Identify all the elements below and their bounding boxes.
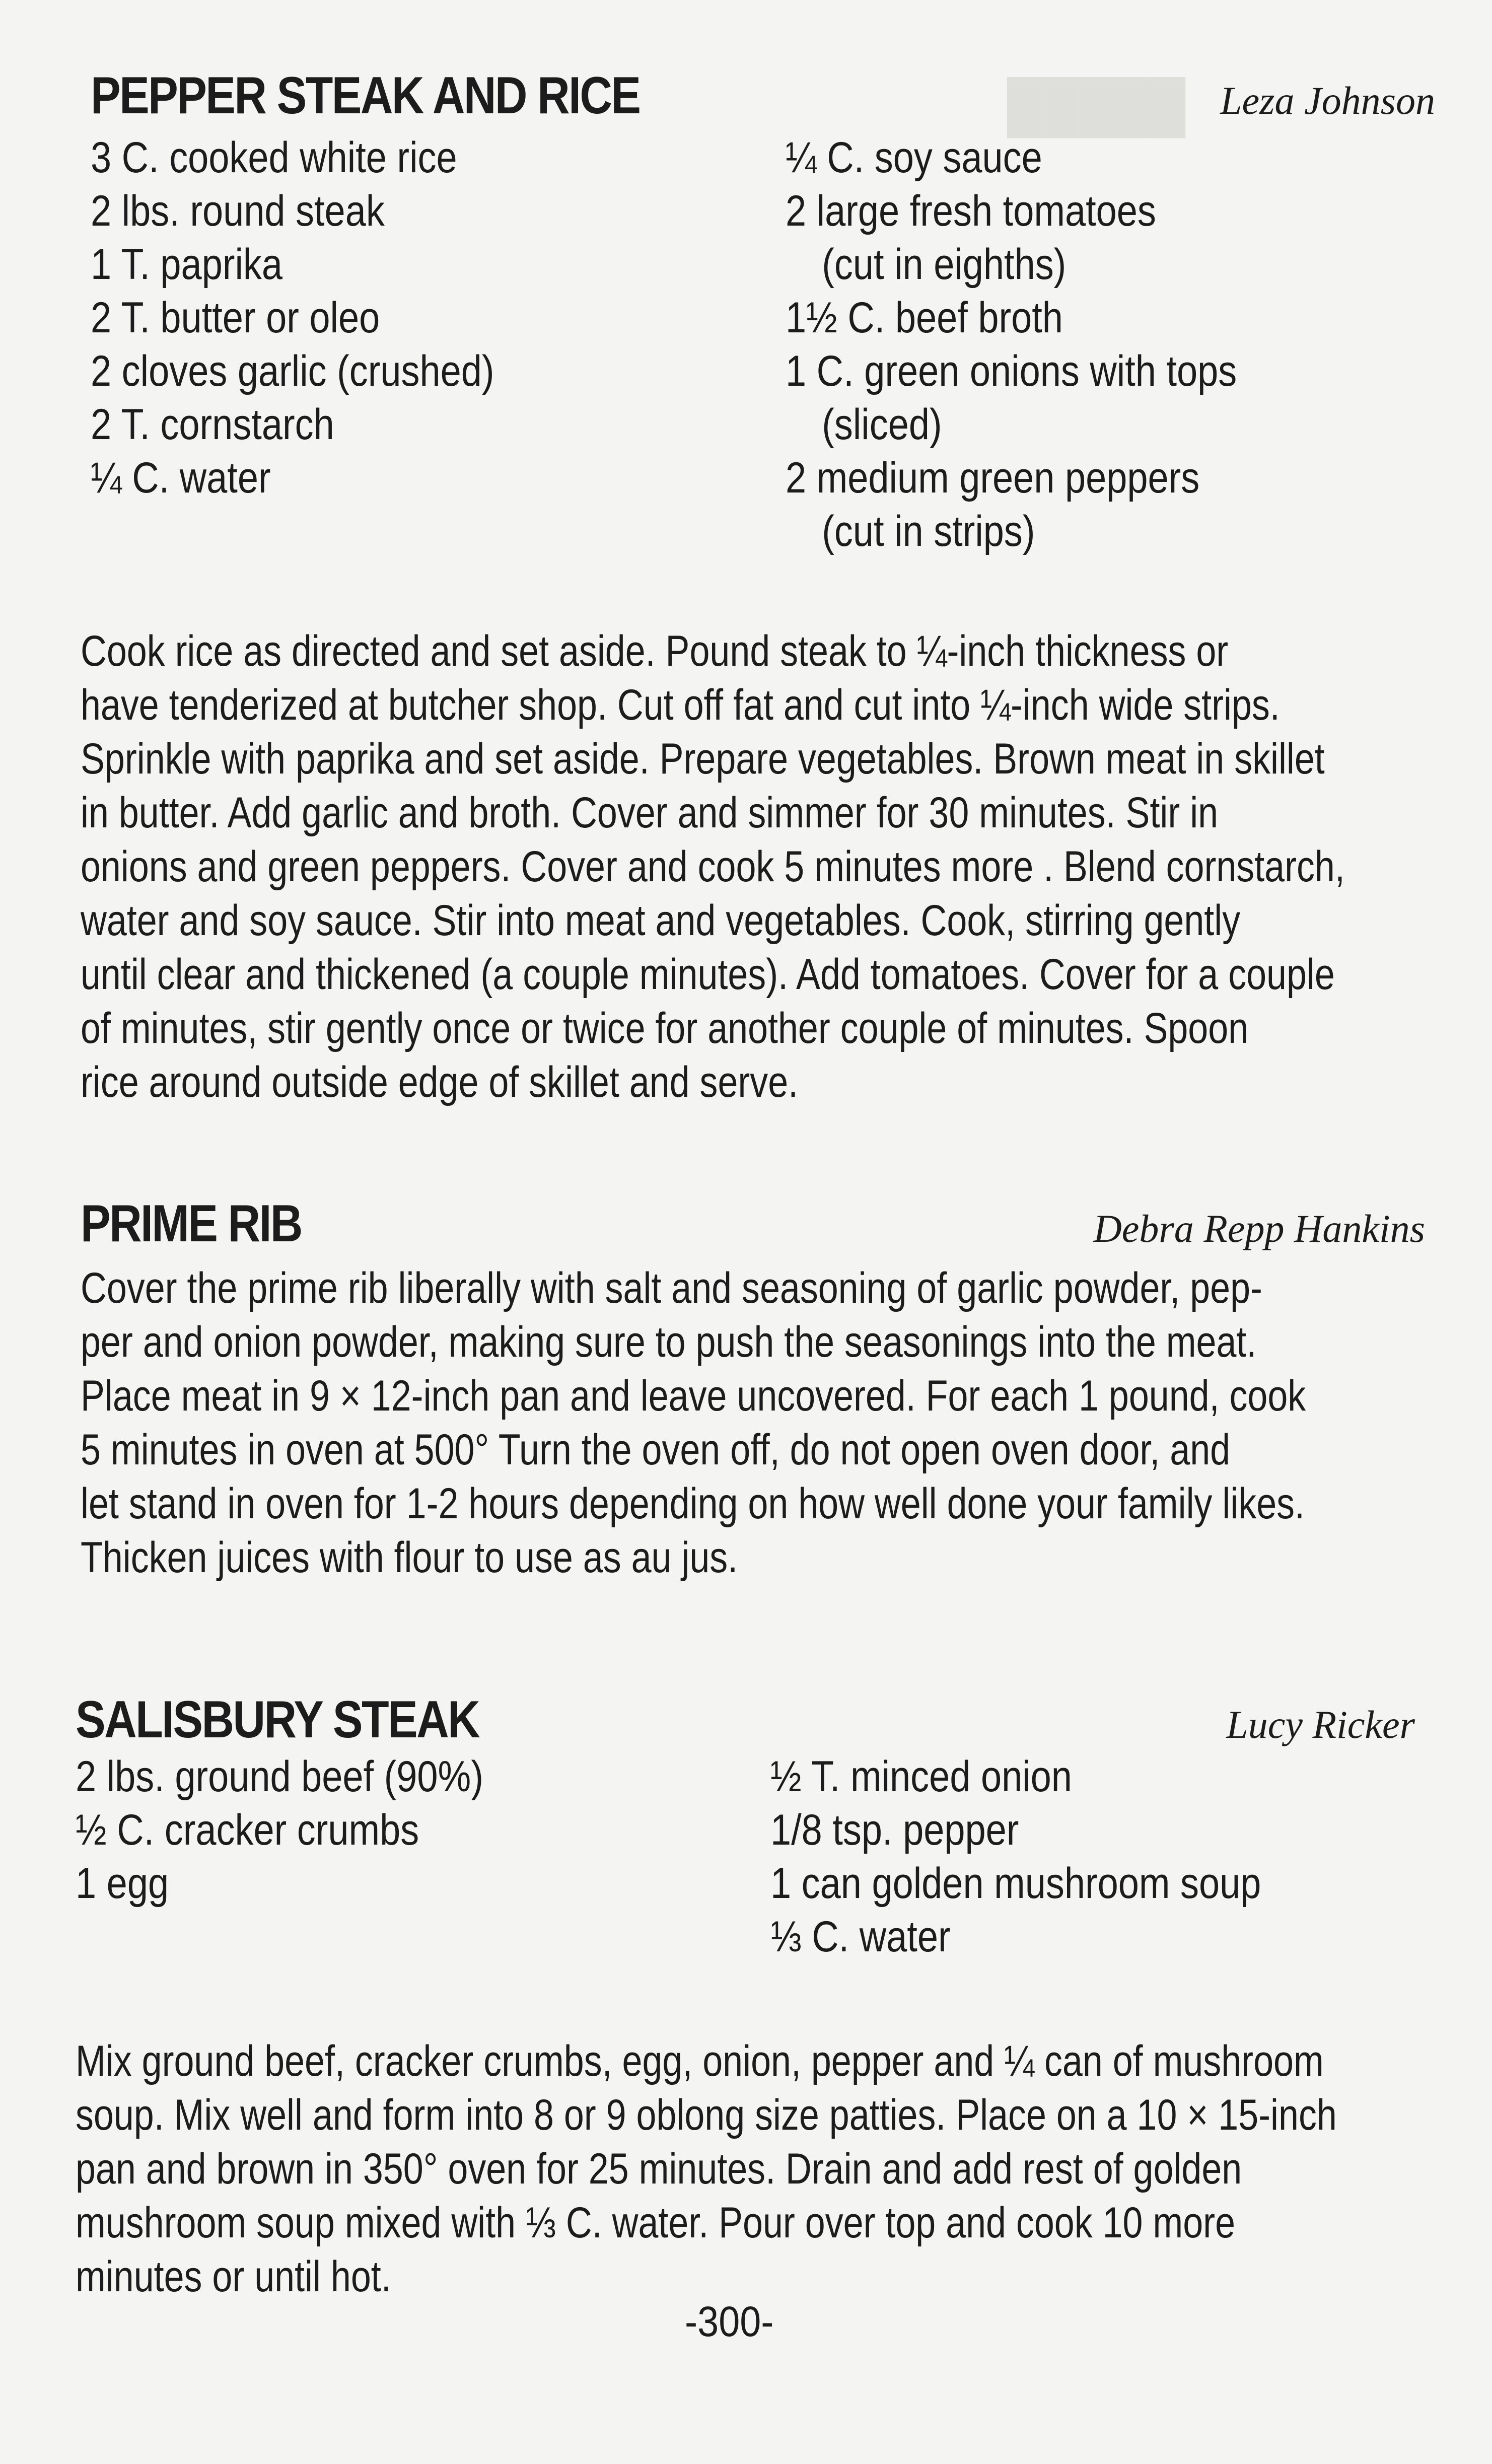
ingredient: 2 lbs. round steak bbox=[91, 187, 385, 235]
directions-line: rice around outside edge of skillet and serve. bbox=[81, 1058, 799, 1106]
directions-line: have tenderized at butcher shop. Cut off fat and cut into ¼-inch wide strips. bbox=[81, 681, 1280, 729]
ingredient: 2 T. butter or oleo bbox=[91, 294, 380, 342]
ingredient: 2 lbs. ground beef (90%) bbox=[76, 1752, 483, 1801]
ingredient-note: (cut in strips) bbox=[822, 507, 1035, 555]
ingredient-note: (cut in eighths) bbox=[822, 240, 1067, 289]
ingredient: 2 large fresh tomatoes bbox=[786, 187, 1156, 235]
ingredient-list bbox=[76, 1750, 1435, 1972]
recipe-title: PEPPER STEAK AND RICE bbox=[91, 66, 640, 125]
ingredient: 1 C. green onions with tops bbox=[786, 347, 1237, 395]
ingredient: ¼ C. water bbox=[91, 454, 271, 502]
ingredient-list bbox=[76, 131, 1435, 569]
directions-line: in butter. Add garlic and broth. Cover and simmer for 30 minutes. Stir in bbox=[81, 789, 1219, 837]
recipe-directions bbox=[81, 1261, 1415, 1585]
directions-line: water and soy sauce. Stir into meat and vegetables. Cook, stirring gently bbox=[81, 896, 1241, 945]
recipe-header bbox=[76, 1193, 1435, 1254]
directions-line: until clear and thickened (a couple minutes). Add tomatoes. Cover for a couple bbox=[81, 950, 1335, 999]
show-through-decoration: █████ bbox=[1007, 78, 1186, 134]
directions-line: of minutes, stir gently once or twice for another couple of minutes. Spoon bbox=[81, 1004, 1249, 1052]
directions-line: mushroom soup mixed with ⅓ C. water. Pour over top and cook 10 more bbox=[76, 2199, 1236, 2247]
ingredient-column-left bbox=[91, 131, 560, 505]
recipe-prime-rib bbox=[76, 1193, 1435, 1582]
ingredient: 2 cloves garlic (crushed) bbox=[91, 347, 494, 395]
ingredient: ½ C. cracker crumbs bbox=[76, 1806, 419, 1854]
recipe-salisbury-steak bbox=[76, 1689, 1435, 2301]
recipe-author: Leza Johnson bbox=[1220, 79, 1435, 122]
directions-line: soup. Mix well and form into 8 or 9 oblong size patties. Place on a 10 × 15-inch bbox=[76, 2091, 1337, 2139]
directions-line: Cover the prime rib liberally with salt and seasoning of garlic powder, pep- bbox=[81, 1264, 1262, 1312]
ingredient: 2 medium green peppers bbox=[786, 454, 1200, 502]
recipe-author: Debra Repp Hankins bbox=[1093, 1207, 1425, 1250]
ingredient: 1 egg bbox=[76, 1859, 169, 1908]
directions-line: pan and brown in 350° oven for 25 minutes. Drain and add rest of golden bbox=[76, 2145, 1242, 2193]
ingredient: 1 can golden mushroom soup bbox=[770, 1859, 1261, 1908]
ingredient: 1½ C. beef broth bbox=[786, 294, 1063, 342]
directions-line: per and onion powder, making sure to push the seasonings into the meat. bbox=[81, 1318, 1257, 1366]
directions-line: Sprinkle with paprika and set aside. Prepare vegetables. Brown meat in skillet bbox=[81, 735, 1325, 783]
recipe-author: Lucy Ricker bbox=[1226, 1703, 1415, 1746]
ingredient-column-left bbox=[76, 1750, 550, 1910]
ingredient: ⅓ C. water bbox=[770, 1913, 951, 1961]
directions-line: Mix ground beef, cracker crumbs, egg, onion, pepper and ¼ can of mushroom bbox=[76, 2037, 1324, 2085]
ingredient-column-right bbox=[786, 131, 1310, 558]
directions-line: let stand in oven for 1-2 hours depending on how well done your family likes. bbox=[81, 1480, 1305, 1528]
directions-line: Thicken juices with flour to use as au jus. bbox=[81, 1533, 738, 1582]
recipe-directions bbox=[76, 2034, 1410, 2304]
ingredient: 1 T. paprika bbox=[91, 240, 283, 289]
ingredient: ¼ C. soy sauce bbox=[786, 133, 1042, 182]
ingredient: ½ T. minced onion bbox=[770, 1752, 1072, 1801]
ingredient-note: (sliced) bbox=[822, 400, 942, 449]
recipe-title: SALISBURY STEAK bbox=[76, 1691, 479, 1749]
directions-line: onions and green peppers. Cover and cook 5 minutes more . Blend cornstarch, bbox=[81, 842, 1345, 891]
ingredient: 2 T. cornstarch bbox=[91, 400, 334, 449]
recipe-directions bbox=[81, 624, 1415, 1109]
recipe-title: PRIME RIB bbox=[81, 1194, 302, 1253]
directions-line: Place meat in 9 × 12-inch pan and leave uncovered. For each 1 pound, cook bbox=[81, 1372, 1306, 1420]
ingredient-column-right bbox=[770, 1750, 1341, 1963]
recipe-header bbox=[76, 65, 1435, 126]
ingredient: 1/8 tsp. pepper bbox=[770, 1806, 1019, 1854]
recipe-pepper-steak bbox=[76, 65, 1435, 1106]
ingredient: 3 C. cooked white rice bbox=[91, 133, 457, 182]
directions-line: minutes or until hot. bbox=[76, 2252, 391, 2301]
recipe-header bbox=[76, 1689, 1435, 1750]
page-number: -300- bbox=[685, 2298, 774, 2345]
directions-line: Cook rice as directed and set aside. Pound steak to ¼-inch thickness or bbox=[81, 627, 1229, 675]
directions-line: 5 minutes in oven at 500° Turn the oven off, do not open oven door, and bbox=[81, 1426, 1231, 1474]
